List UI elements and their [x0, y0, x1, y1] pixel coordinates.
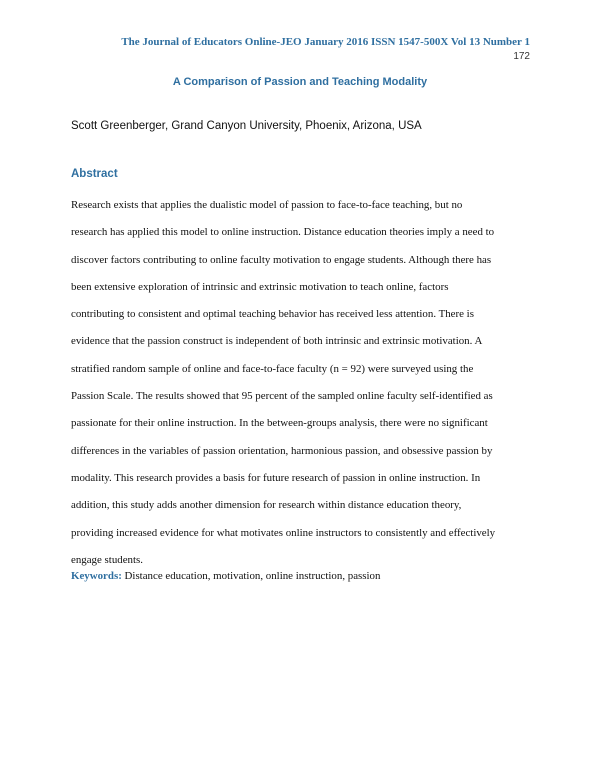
author-affiliation: Scott Greenberger, Grand Canyon University, Phoenix, Arizona, USA [71, 120, 422, 132]
abstract-line: research has applied this model to online instruction. Distance education theories imply a need to [71, 226, 495, 239]
keywords [71, 570, 380, 582]
abstract-body [71, 192, 531, 574]
abstract-line: been extensive exploration of intrinsic and extrinsic motivation to teach online, factors [71, 280, 449, 293]
keywords-label: Keywords: [71, 570, 122, 582]
abstract-line: Passion Scale. The results showed that 95 percent of the sampled online faculty self-identified as [71, 390, 493, 403]
abstract-line: addition, this study adds another dimension for research within distance education theory, [71, 499, 462, 512]
article-title: A Comparison of Passion and Teaching Modality [172, 76, 428, 88]
abstract-line: Research exists that applies the dualistic model of passion to face-to-face teaching, but no [71, 199, 463, 211]
abstract-line: modality. This research provides a basis for future research of passion in online instruction. In [71, 471, 481, 484]
journal-header: The Journal of Educators Online-JEO January 2016 ISSN 1547-500X Vol 13 Number 1 [121, 36, 530, 48]
abstract-line: evidence that the passion construct is independent of both intrinsic and extrinsic motivation. A [71, 335, 483, 348]
page-number: 172 [513, 51, 530, 62]
abstract-line: stratified random sample of online and face-to-face faculty (n = 92) were surveyed using the [71, 362, 474, 375]
abstract-line: engage students. [71, 553, 143, 566]
abstract-line: discover factors contributing to online faculty motivation to engage students. Although there has [71, 253, 492, 266]
keywords-text: Distance education, motivation, online instruction, passion [121, 570, 381, 582]
abstract-heading: Abstract [71, 168, 118, 180]
abstract-line: providing increased evidence for what motivates online instructors to consistently and effectively [71, 526, 496, 539]
abstract-line: contributing to consistent and optimal teaching behavior has received less attention. There is [71, 308, 474, 321]
abstract-line: passionate for their online instruction. In the between-groups analysis, there were no significant [71, 417, 488, 430]
abstract-line: differences in the variables of passion orientation, harmonious passion, and obsessive passion by [71, 444, 493, 457]
